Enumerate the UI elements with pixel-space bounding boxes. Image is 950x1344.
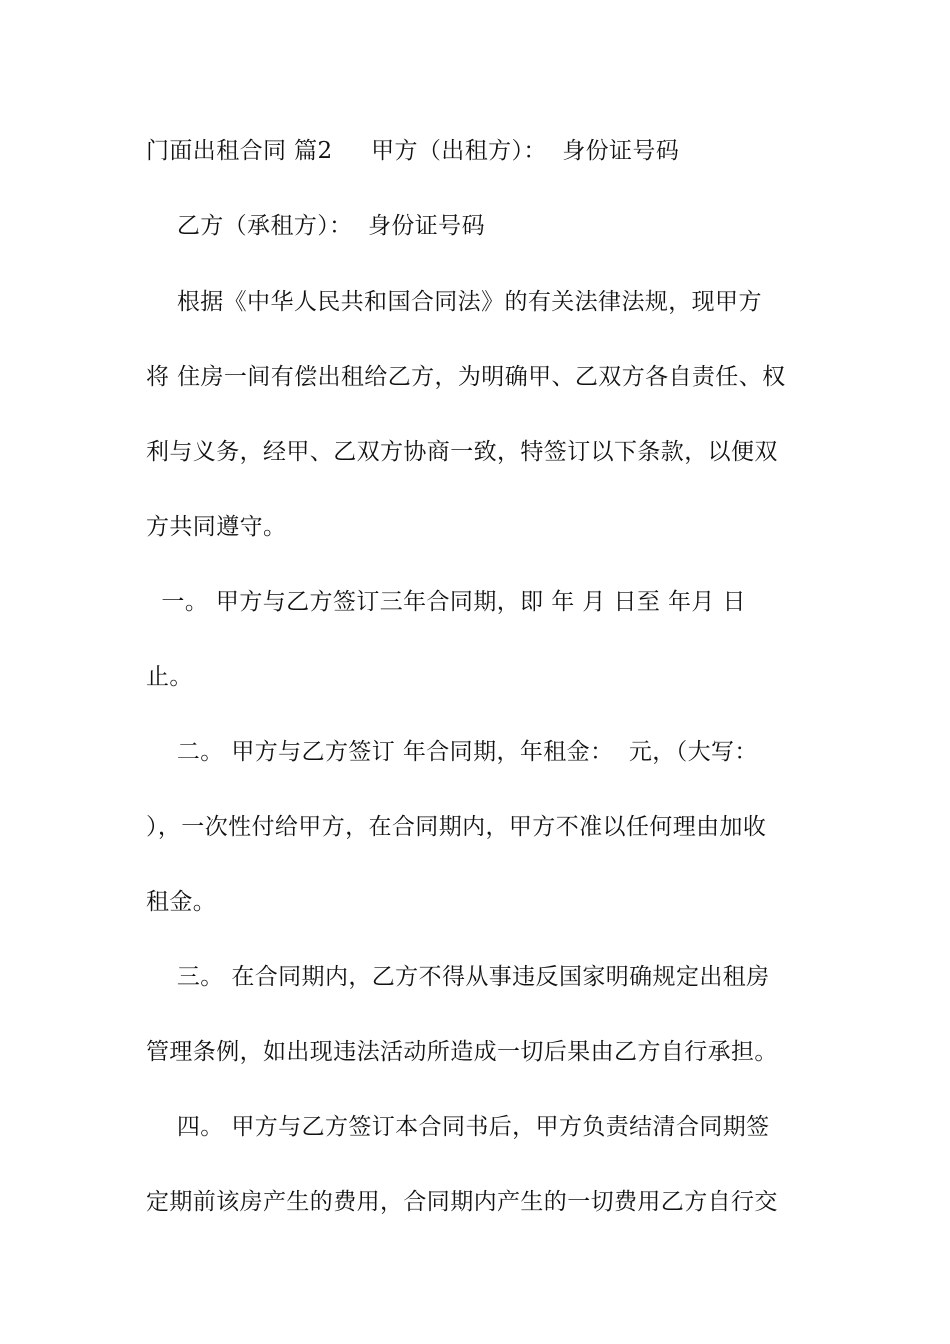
party-b-line: 乙方（承租方）： 身份证号码 [146, 213, 485, 239]
clause-2-line: 二。 甲方与乙方签订 年合同期，年租金： 元，（大写： [146, 739, 758, 765]
paragraph-line: 将 住房一间有偿出租给乙方，为明确甲、乙双方各自责任、权 [146, 364, 786, 390]
clause-1-line: 一。 甲方与乙方签订三年合同期，即 年 月 日至 年月 日 [146, 589, 746, 615]
paragraph-line: 方共同遵守。 [146, 514, 287, 540]
clause-4-line: 定期前该房产生的费用，合同期内产生的一切费用乙方自行交 [146, 1189, 778, 1215]
clause-3-line: 三。 在合同期内，乙方不得从事违反国家明确规定出租房 [146, 964, 770, 990]
paragraph-line: 根据《中华人民共和国合同法》的有关法律法规，现甲方 [146, 289, 762, 315]
clause-4-line: 四。 甲方与乙方签订本合同书后，甲方负责结清合同期签 [146, 1114, 770, 1140]
clause-3-line: 管理条例，如出现违法活动所造成一切后果由乙方自行承担。 [146, 1039, 778, 1065]
paragraph-line: 利与义务，经甲、乙双方协商一致，特签订以下条款，以便双 [146, 439, 778, 465]
clause-1-line: 止。 [146, 664, 193, 690]
heading-line: 门面出租合同 篇2 甲方（出租方）： 身份证号码 [146, 138, 680, 164]
clause-2-line: 租金。 [146, 889, 217, 915]
clause-2-line: ），一次性付给甲方，在合同期内，甲方不准以任何理由加收 [146, 814, 767, 840]
